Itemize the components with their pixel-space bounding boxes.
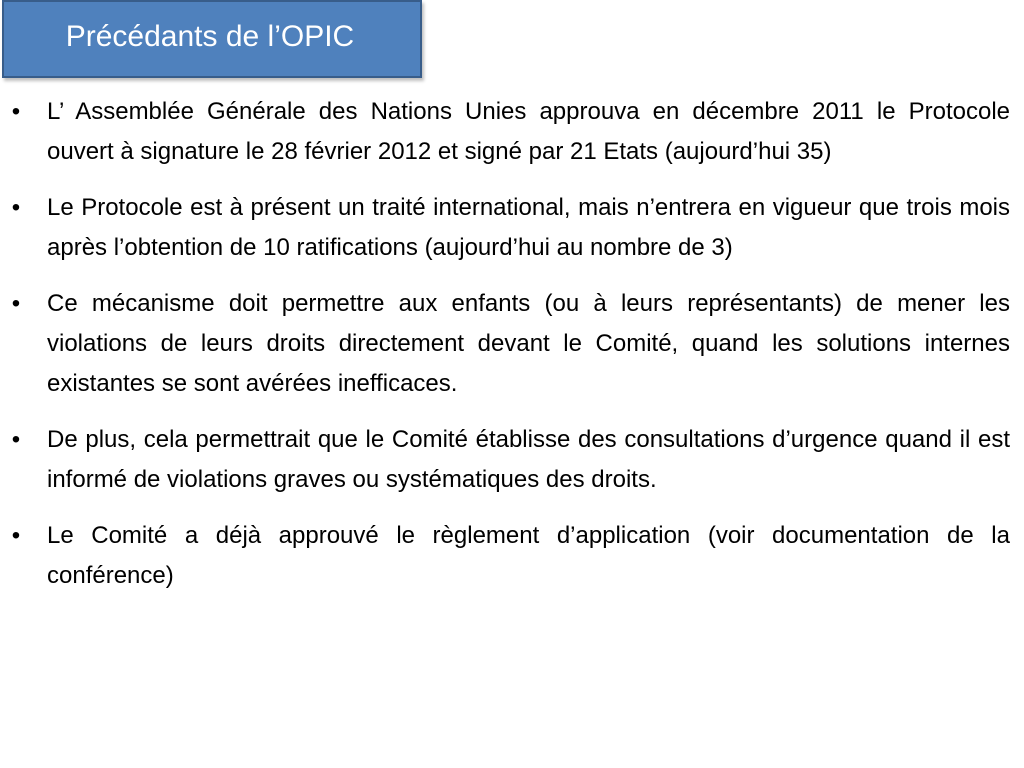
- bullet-item: [11, 92, 1010, 172]
- title-box: [2, 0, 422, 78]
- bullet-list: [0, 92, 1024, 596]
- slide-title: Précédants de l’OPIC: [65, 20, 355, 53]
- bullet-icon: •: [11, 290, 21, 317]
- bullet-text: Ce mécanisme doit permettre aux enfants (ou à leurs représentants) de mener les violations de leurs droits directement devant le Comité, quand les solutions internes existantes se sont avérées inefficaces.: [47, 290, 1010, 397]
- bullet-text: De plus, cela permettrait que le Comité établisse des consultations d’urgence quand il est informé de violations graves ou systématiques des droits.: [47, 426, 1010, 493]
- bullet-text: Le Comité a déjà approuvé le règlement d’application (voir documentation de la conférence): [47, 522, 1010, 589]
- bullet-item: [11, 420, 1010, 500]
- bullet-icon: •: [11, 194, 21, 221]
- bullet-icon: •: [11, 98, 21, 125]
- bullet-text: Le Protocole est à présent un traité international, mais n’entrera en vigueur que trois mois après l’obtention de 10 ratifications (aujourd’hui au nombre de 3): [47, 194, 1010, 261]
- bullet-icon: •: [11, 426, 21, 453]
- bullet-item: [11, 284, 1010, 404]
- bullet-text: L’ Assemblée Générale des Nations Unies approuva en décembre 2011 le Protocole ouvert à signature le 28 février 2012 et signé par 21 Etats (aujourd’hui 35): [47, 98, 1010, 165]
- bullet-item: [11, 516, 1010, 596]
- bullet-icon: •: [11, 522, 21, 549]
- bullet-item: [11, 188, 1010, 268]
